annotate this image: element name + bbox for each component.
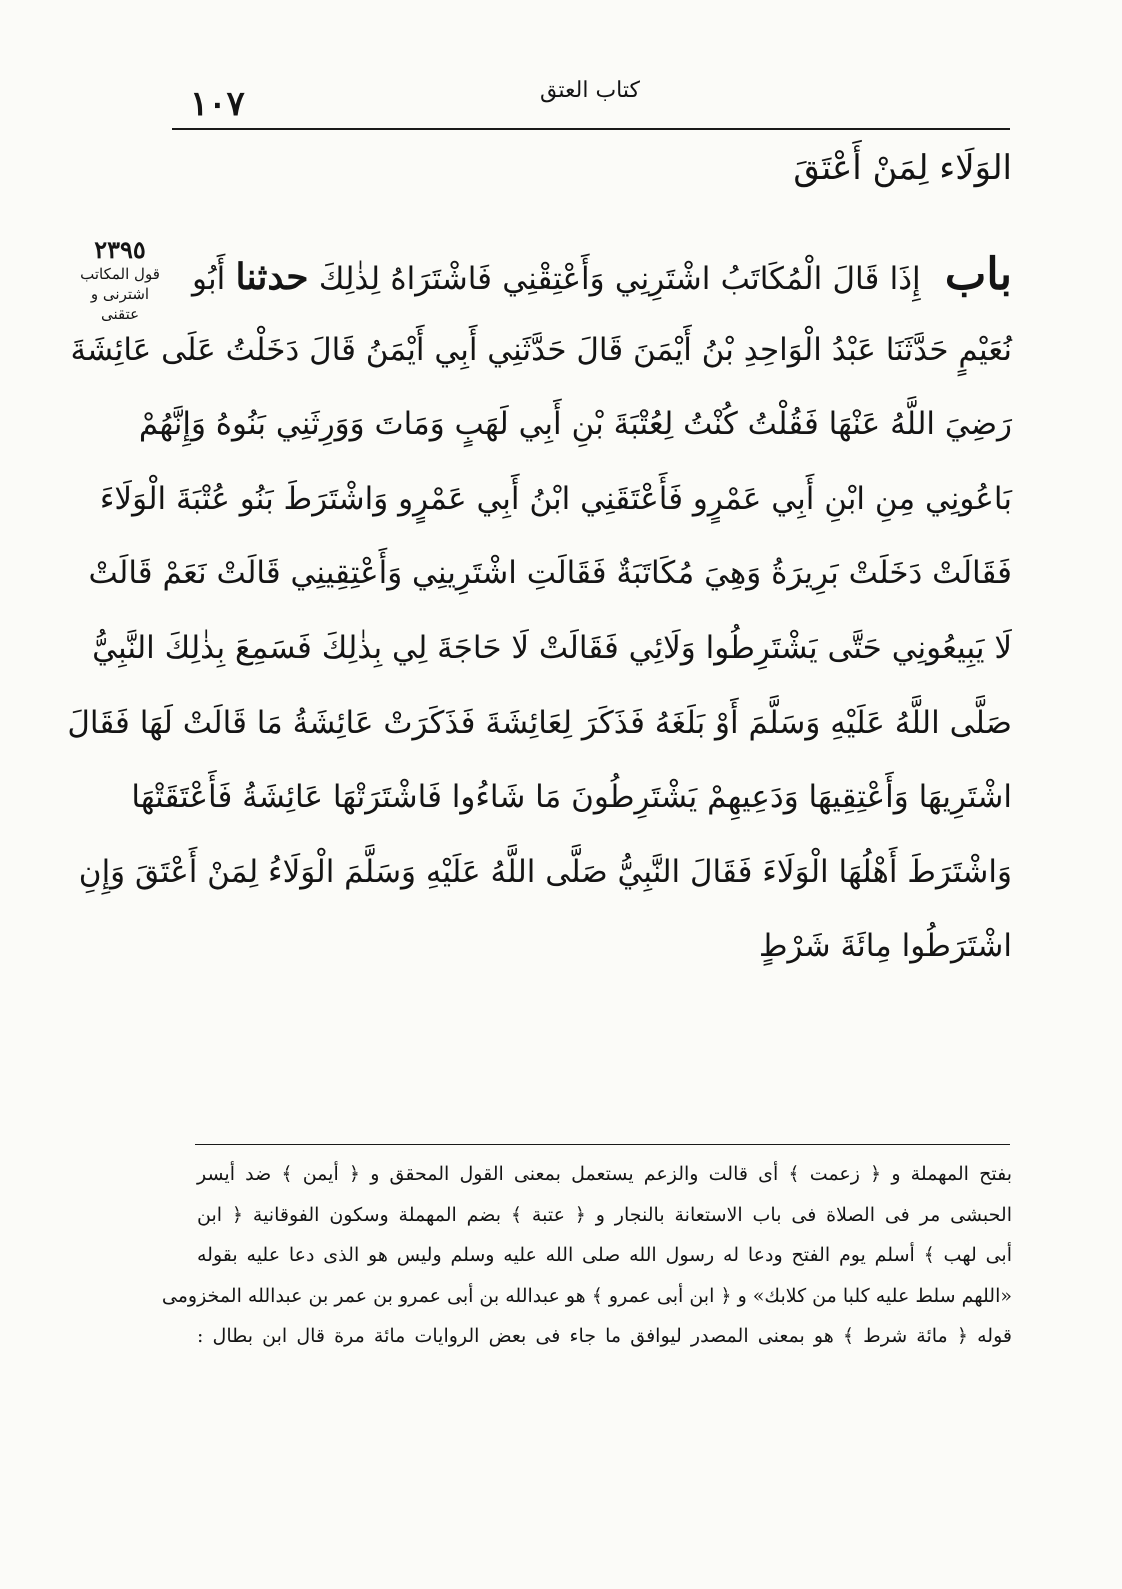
text-line-2: نُعَيْمٍ حَدَّثَنَا عَبْدُ الْوَاحِدِ بْنُ أَيْمَنَ قَالَ حَدَّثَنِي أَبِي أَيْمَنُ قَالَ دَخَلْتُ عَلَى عَائِشَةَ [70, 331, 1012, 368]
text-line-7: صَلَّى اللَّهُ عَلَيْهِ وَسَلَّمَ أَوْ بَلَغَهُ فَذَكَرَ لِعَائِشَةَ فَذَكَرَتْ عَائِشَةُ مَا قَالَتْ لَهَا فَقَالَ [67, 704, 1012, 741]
line1-end-word: أَبُو [192, 261, 226, 297]
margin-caption-line1: قول المكاتب [80, 265, 160, 283]
text-line-5: فَقَالَتْ دَخَلَتْ بَرِيرَةُ وَهِيَ مُكَاتَبَةٌ فَقَالَتِ اشْتَرِينِي وَأَعْتِقِينِي قَالَتْ نَعَمْ قَالَتْ [88, 555, 1012, 592]
text-line-6: لَا يَبِيعُونِي حَتَّى يَشْتَرِطُوا وَلَائِي فَقَالَتْ لَا حَاجَةَ لِي بِذٰلِكَ فَسَمِعَ بِذٰلِكَ النَّبِيُّ [92, 629, 1012, 666]
text-line-10: اشْتَرَطُوا مِائَةَ شَرْطٍ [758, 928, 1012, 965]
text-line-8: اشْتَرِيهَا وَأَعْتِقِيهَا وَدَعِيهِمْ يَشْتَرِطُونَ مَا شَاءُوا فَاشْتَرَتْهَا عَائِشَةُ فَأَعْتَقَتْهَا [131, 779, 1012, 816]
footnote-line-2: الحبشى مر فى الصلاة فى باب الاستعانة بالنجار و ﴿ عتبة ﴾ بضم المهملة وسكون الفوقانية ﴿ ابن [197, 1203, 1012, 1226]
text-line-3: رَضِيَ اللَّهُ عَنْهَا فَقُلْتُ كُنْتُ لِعُتْبَةَ بْنِ أَبِي لَهَبٍ وَمَاتَ وَوَرِثَنِي بَنُوهُ وَإِنَّهُمْ [138, 406, 1012, 443]
hadith-number: ٢٣٩٥ [94, 235, 146, 264]
footnote-line-1: بفتح المهملة و ﴿ زعمت ﴾ أى قالت والزعم يستعمل بمعنى القول المحقق و ﴿ أيمن ﴾ ضد أيسر [197, 1163, 1012, 1185]
page-number: ١٠٧ [190, 84, 245, 124]
bab-heading-word: باب [944, 249, 1012, 300]
footnote-line-3: أبى لهب ﴾ أسلم يوم الفتح ودعا له رسول الله صلى الله عليه وسلم وليس هو الذى دعا عليه بقوله [197, 1244, 1012, 1267]
haddathana-word: حدثنا [235, 256, 309, 298]
text-line-9: وَاشْتَرَطَ أَهْلُهَا الْوَلَاءَ فَقَالَ النَّبِيُّ صَلَّى اللَّهُ عَلَيْهِ وَسَلَّمَ الْوَلَاءُ لِمَنْ أَعْتَقَ وَإِنِ [78, 853, 1012, 890]
section-title: الوَلَاء لِمَنْ أَعْتَقَ [793, 148, 1012, 188]
margin-caption-line2: اشترنى و عتقنى [90, 285, 150, 323]
text-line-4: بَاعُونِي مِنِ ابْنِ أَبِي عَمْرٍو فَأَعْتَقَنِي ابْنُ أَبِي عَمْرٍو وَاشْتَرَطَ بَنُو عُتْبَةَ الْوَلَاءَ [99, 480, 1012, 517]
footnote-line-4: «اللهم سلط عليه كلبا من كلابك» و ﴿ ابن أبى عمرو ﴾ هو عبدالله بن أبى عمرو بن عمر بن عبدالله المخزومى [161, 1284, 1012, 1307]
text-line-1 [192, 238, 1012, 313]
footnote-line-5: قوله ﴿ مائة شرط ﴾ هو بمعنى المصدر ليوافق ما جاء فى بعض الروايات مائة مرة قال ابن بطال : [197, 1325, 1012, 1348]
footnotes [161, 1154, 1012, 1357]
margin-note [70, 236, 170, 324]
chapter-heading-text: إِذَا قَالَ الْمُكَاتَبُ اشْتَرِنِي وَأَعْتِقْنِي فَاشْتَرَاهُ لِذٰلِكَ [318, 261, 921, 297]
header-rule [172, 128, 1010, 130]
footnote-rule [195, 1144, 1010, 1145]
running-header-title: كتاب العتق [540, 78, 640, 103]
